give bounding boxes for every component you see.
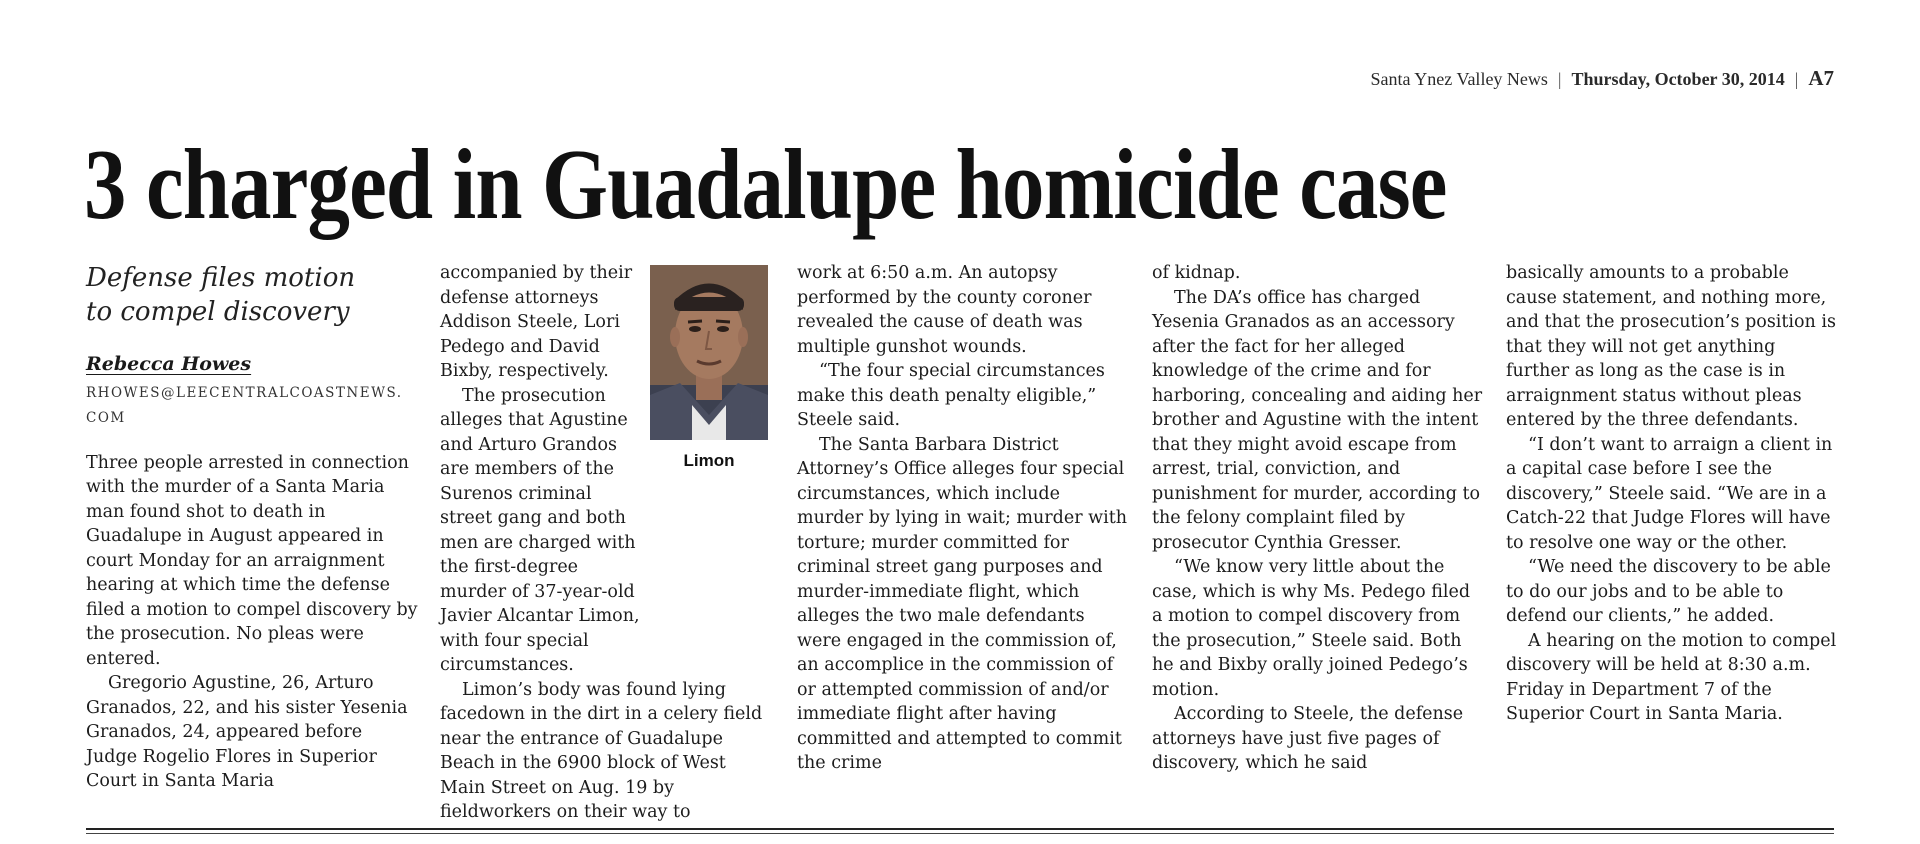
paragraph: The Santa Barbara District Attorney’s Office alleges four special circumstances, which include murder by lying in wait; murder with torture; murder committed for criminal street gang purposes and murder-immediate flight, which alleges the two male defendants were engaged in the commission of, an accomplice in the commission of or attempted commission of and/or immediate flight after having committed and attempted to commit the crime [797, 434, 1128, 773]
publication-name: Santa Ynez Valley News [1370, 69, 1548, 89]
column-3 [797, 261, 1128, 776]
paragraph: The prosecution alleges that Agustine and Arturo Grandos are members of the Surenos criminal street gang and both men are charged with the first-degree murder of 37-year-old Javier Alcantar Limon, with four special circumstances. [440, 385, 640, 675]
column-body [86, 451, 418, 794]
folio-separator: | [1557, 69, 1562, 89]
paragraph: Gregorio Agustine, 26, Arturo Granados, 22, and his sister Yesenia Granados, 24, appeared before Judge Rogelio Flores in Superior Court in Santa Maria [86, 673, 408, 791]
portrait-image [650, 265, 768, 440]
page-folio [1370, 66, 1834, 91]
article-headline: 3 charged in Guadalupe homicide case [84, 128, 1447, 240]
photo-caption: Limon [683, 451, 735, 470]
byline-author: Rebecca Howes [86, 353, 252, 375]
paragraph: The DA’s office has charged Yesenia Granados as an accessory after the fact for her alleged knowledge of the crime and for harboring, concealing and aiding her brother and Agustine with the intent that they might avoid escape from arrest, trial, conviction, and punishment for murder, according to the felony complaint filed by prosecutor Cynthia Gresser. [1152, 287, 1483, 553]
paragraph: of kidnap. [1152, 263, 1241, 283]
deck-line: Defense files motion [86, 263, 356, 293]
paragraph: accompanied by their defense attorneys Addison Steele, Lori Pedego and David Bixby, respectively. [440, 263, 633, 381]
paragraph: A hearing on the motion to compel discovery will be held at 8:30 a.m. Friday in Department 7 of the Superior Court in Santa Maria. [1506, 630, 1837, 724]
paragraph: Three people arrested in connection with the murder of a Santa Maria man found shot to death in Guadalupe in August appeared in court Monday for an arraignment hearing at which time the defense filed a motion to compel discovery by the prosecution. No pleas were entered. [86, 452, 418, 669]
deck-line: to compel discovery [86, 297, 350, 327]
paragraph: “We need the discovery to be able to do our jobs and to be able to defend our clients,” he added. [1506, 557, 1831, 626]
folio-separator: | [1794, 69, 1799, 89]
issue-date: Thursday, October 30, 2014 [1571, 69, 1785, 89]
byline-email: RHOWES@LEECENTRALCOASTNEWS.COM [86, 384, 403, 426]
page-number: A7 [1808, 66, 1834, 90]
column-1 [86, 261, 418, 794]
paragraph: According to Steele, the defense attorneys have just five pages of discovery, which he said [1152, 704, 1464, 773]
paragraph: work at 6:50 a.m. An autopsy performed by the county coroner revealed the cause of death was multiple gunshot wounds. [797, 263, 1092, 357]
paragraph: basically amounts to a probable cause statement, and nothing more, and that the prosecution’s position is that they will not get anything further as long as the case is in arraignment status without pleas entered by the three defendants. [1506, 263, 1836, 430]
column-4 [1152, 261, 1483, 776]
paragraph: “The four special circumstances make this death penalty eligible,” Steele said. [797, 361, 1105, 430]
paragraph: Limon’s body was found lying facedown in the dirt in a celery field near the entrance of Guadalupe Beach in the 6900 block of West Main Street on Aug. 19 by fieldworkers on their way to [440, 679, 763, 822]
column-5 [1506, 261, 1837, 727]
bottom-rule-thin [86, 833, 1834, 834]
article-deck [86, 261, 418, 329]
suspect-photo [650, 265, 768, 440]
paragraph: “We know very little about the case, which is why Ms. Pedego filed a motion to compel discovery from the prosecution,” Steele said. Both he and Bixby orally joined Pedego’s motion. [1152, 557, 1471, 700]
paragraph: “I don’t want to arraign a client in a capital case before I see the discovery,” Steele said. “We are in a Catch-22 that Judge Flores will have to resolve one way or the other. [1506, 434, 1833, 553]
bottom-rule [86, 828, 1834, 830]
